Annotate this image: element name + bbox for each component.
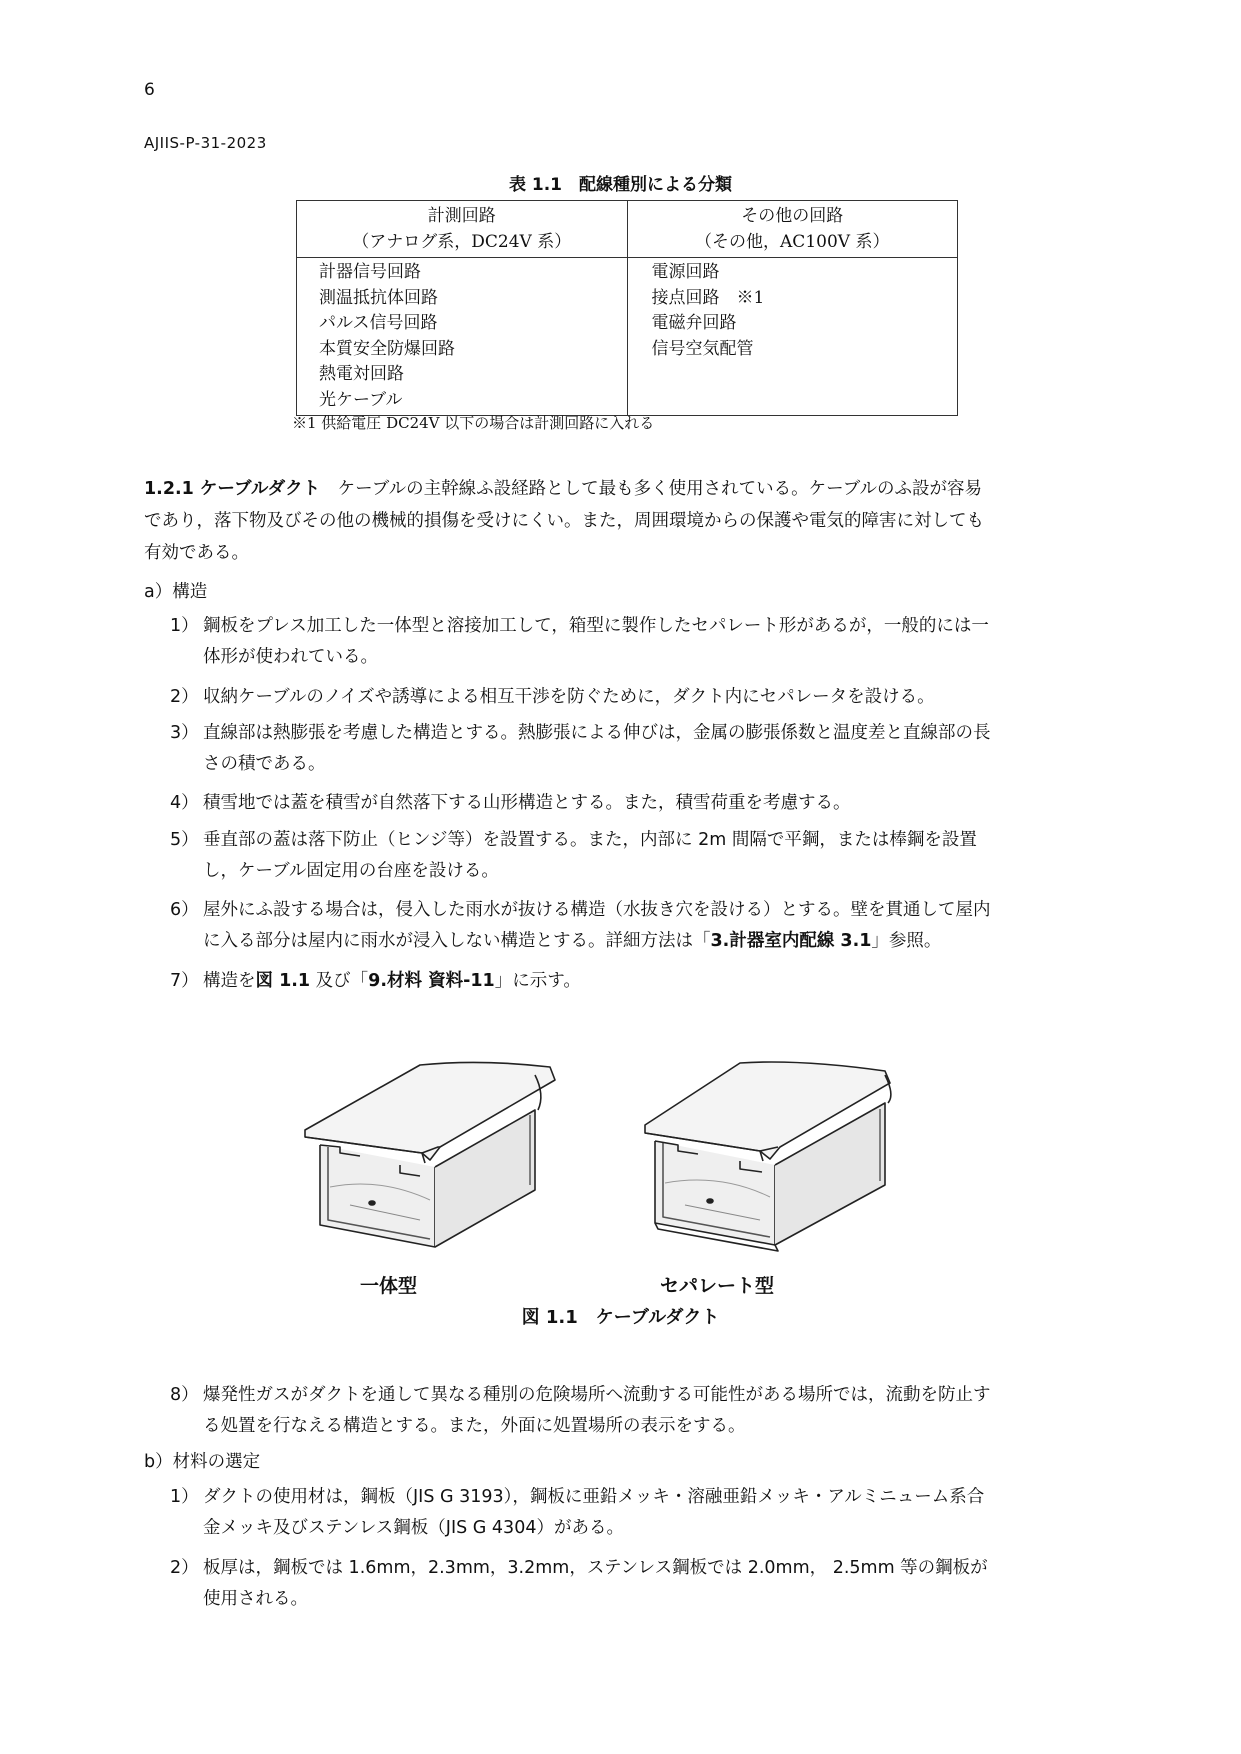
table-header-other [627,201,958,258]
item-line: し，ケーブル固定用の台座を設ける。 [203,861,499,881]
item-line: 爆発性ガスがダクトを通して異なる種別の危険場所へ流動する可能性がある場所では，流動を防止す [203,1385,991,1405]
item-line: 収納ケーブルのノイズや誘導による相互干渉を防ぐために，ダクト内にセパレータを設ける。 [203,687,935,707]
list-item: 本質安全防爆回路 [319,338,455,359]
item-line: 使用される。 [203,1589,308,1609]
list-item-a3 [170,718,1095,780]
section-paragraph [144,474,1104,504]
list-item-a6 [170,895,1095,957]
table-cell-measurement [297,258,628,416]
section-heading: 1.2.1 ケーブルダクト [144,479,321,499]
item-line: 金メッキ及びステンレス鋼板（JIS G 4304）がある。 [203,1518,624,1538]
item-line: 鋼板をプレス加工した一体型と溶接加工して，箱型に製作したセパレート形があるが，一般的には一 [203,616,989,636]
list-item-a7 [170,966,1095,997]
item-line: ダクトの使用材は，鋼板（JIS G 3193），鋼板に亜鉛メッキ・溶融亜鉛メッキ・アルミニューム系合 [203,1487,985,1507]
item-number: 2） [170,687,199,707]
item-line: さの積である。 [203,754,326,774]
cross-reference: 3.計器室内配線 3.1 [710,931,872,951]
figure-label-separate: セパレート型 [660,1275,775,1297]
cable-duct-figure [300,1055,940,1275]
list-item-a1 [170,611,1095,673]
list-item-a4 [170,788,1095,819]
item-number: 1） [170,616,199,636]
list-item-b1 [170,1482,1095,1544]
page-number: 6 [144,80,155,100]
integrated-duct-drawing [305,1062,555,1247]
item-line: 構造を図 1.1 及び「9.材料 資料-11」に示す。 [203,971,581,991]
item-line: 体形が使われている。 [203,647,378,667]
material-reference: 9.材料 資料-11 [368,971,495,991]
figure-label-integrated: 一体型 [360,1275,418,1297]
list-item-a2 [170,682,1095,713]
part-a-label: a）構造 [144,582,208,602]
item-line: 直線部は熱膨張を考慮した構造とする。熱膨張による伸びは，金属の膨張係数と温度差と直線部の長 [203,723,991,743]
item-number: 4） [170,793,199,813]
list-item-a5 [170,825,1095,887]
item-number: 2） [170,1558,199,1578]
table-caption: 表 1.1 配線種別による分類 [508,175,733,195]
document-id: AJIIS-P-31-2023 [144,134,267,152]
list-item: 信号空気配管 [651,338,754,359]
list-item: 測温抵抗体回路 [319,287,438,308]
item-line: 積雪地では蓋を積雪が自然落下する山形構造とする。また，積雪荷重を考慮する。 [203,793,851,813]
col1-subtitle: （アナログ系，DC24V 系） [352,232,572,252]
item-line: に入る部分は屋内に雨水が浸入しない構造とする。詳細方法は「3.計器室内配線 3.1」参照。 [203,931,942,951]
list-item: 光ケーブル [319,389,403,410]
item-line: る処置を行なえる構造とする。また，外面に処置場所の表示をする。 [203,1416,746,1436]
list-item: 電磁弁回路 [651,313,737,333]
figure-reference: 図 1.1 [255,971,311,991]
list-item: 計器信号回路 [319,262,421,282]
item-line: 板厚は，鋼板では 1.6mm，2.3mm，3.2mm，ステンレス鋼板では 2.0mm， 2.5mm 等の鋼板が [203,1558,988,1578]
figure-caption: 図 1.1 ケーブルダクト [521,1307,720,1328]
item-number: 3） [170,723,199,743]
col2-subtitle: （その他，AC100V 系） [695,232,890,252]
col2-title: その他の回路 [741,206,844,226]
table-header-measurement [297,201,628,258]
col1-title: 計測回路 [427,206,496,226]
item-number: 1） [170,1487,199,1507]
item-line: 垂直部の蓋は落下防止（ヒンジ等）を設置する。また，内部に 2m 間隔で平鋼，または棒鋼を設置 [203,830,977,850]
intro-line3: 有効である。 [144,543,249,563]
list-item: パルス信号回路 [319,313,438,333]
table-header-row [297,201,958,258]
part-b-label: b）材料の選定 [144,1452,261,1472]
classification-table [296,200,958,416]
list-item: 熱電対回路 [319,364,404,384]
table-body-row [297,258,958,416]
separate-duct-drawing [645,1062,891,1251]
item-number: 5） [170,830,199,850]
item-line: 屋外にふ設する場合は，侵入した雨水が抜ける構造（水抜き穴を設ける）とする。壁を貫通して屋内 [203,900,991,920]
list-item: 電源回路 [651,262,720,282]
intro-line1: ケーブルの主幹線ふ設経路として最も多く使用されている。ケーブルのふ設が容易 [337,479,983,499]
table-note: ※1 供給電圧 DC24V 以下の場合は計測回路に入れる [292,414,655,432]
table-cell-other [627,258,958,416]
item-number: 8） [170,1385,199,1405]
list-item-b2 [170,1553,1095,1615]
list-item: 接点回路 ※1 [651,287,765,308]
item-number: 7） [170,971,199,991]
intro-line2: であり，落下物及びその他の機械的損傷を受けにくい。また，周囲環境からの保護や電気的障害に対しても [144,511,984,531]
item-number: 6） [170,900,199,920]
list-item-a8 [170,1380,1095,1442]
